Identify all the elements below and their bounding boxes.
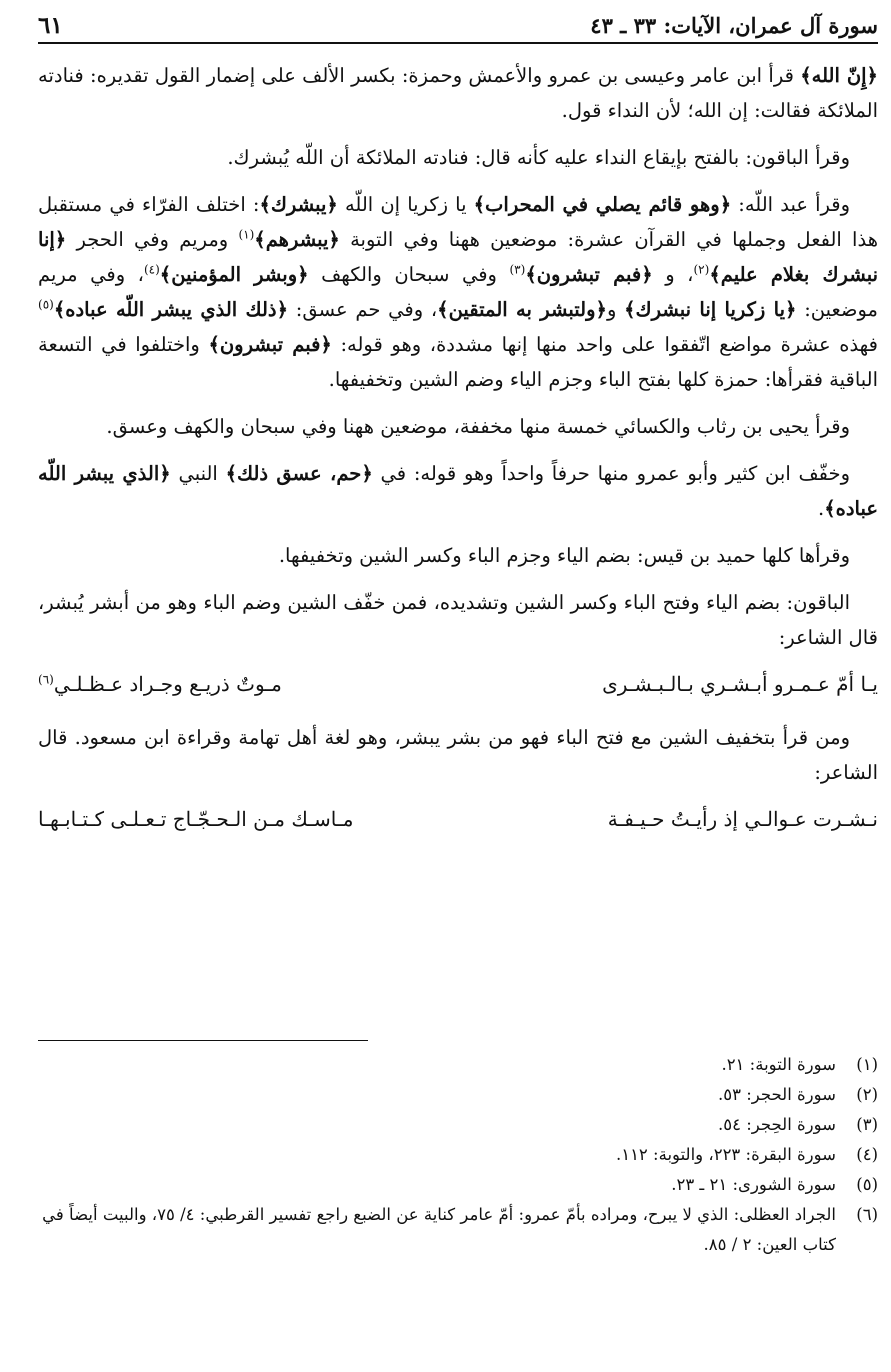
text-run: ، وفي مريم موضعين:	[38, 263, 878, 321]
footnote-number: (٢)	[856, 1085, 878, 1104]
quran-quote: ﴿يا زكريا إنا نبشرك﴾	[624, 298, 797, 321]
quran-quote: ﴿إنا نبشرك بغلام عليم﴾	[38, 228, 879, 286]
hemistich-text: مـوتٌ ذريـع وجـراد عـظـلـي	[53, 672, 282, 696]
verse-second-hemistich: مـاسـك مـن الـحـجّـاج تـعـلـى كـتـابـهـا	[38, 807, 354, 831]
paragraph-5	[38, 456, 878, 526]
text-run: وخفّف ابن كثير وأبو عمرو منها حرفاً واحداً وهو قوله: في	[372, 462, 850, 485]
footnote-ref: (٤)	[143, 262, 160, 277]
footnote-text: سورة التوبة: ٢١.	[721, 1055, 836, 1074]
footnote-ref: (١)	[238, 227, 255, 242]
footnote	[38, 1050, 878, 1080]
footnote-text: الجراد العظلى: الذي لا يبرح، ومراده بأمّ عمرو: أمّ عامر كناية عن الضبع راجع تفسير القرطبي: ٤/ ٧٥، والبيت أيضاً في كتاب العين: ٢ / ٨٥.	[42, 1205, 836, 1254]
text-run: ومريم وفي الحجر	[66, 228, 239, 251]
verse-first-hemistich: يـا أمّ عـمـرو أبـشـري بـالـبـشـرى	[602, 672, 878, 696]
footnote-ref: (٣)	[509, 262, 526, 277]
footnote-text: سورة الحجر: ٥٣.	[717, 1085, 836, 1104]
text-run: يا زكريا إن اللّه	[337, 193, 474, 216]
paragraph-2: وقرأ الباقون: بالفتح بإيقاع النداء عليه كأنه قال: فنادته الملائكة أن اللّه يُبشرك.	[227, 146, 850, 169]
quran-quote: ﴿ولتبشر به المتقين﴾	[437, 298, 607, 321]
quran-quote: ﴿يبشرهم﴾	[254, 228, 340, 251]
running-title: سورة آل عمران، الآيات: ٣٣ ـ ٤٣	[590, 12, 878, 38]
quran-quote: ﴿ذلك الذي يبشر اللّه عباده﴾	[53, 298, 289, 321]
text-run: و	[606, 298, 625, 321]
quran-quote: ﴿إِنّ الله﴾	[800, 64, 878, 87]
verse-second-hemistich	[38, 667, 282, 702]
verse-first-hemistich: نـشـرت عـوالـي إذ رأيـتُ حـيـفـة	[607, 807, 878, 831]
paragraph-8: ومن قرأ بتخفيف الشين مع فتح الباء فهو من بشر يبشر، وهو لغة أهل تهامة وقراءة ابن مسعود. قال الشاعر:	[38, 726, 878, 784]
footnote-ref: (٦)	[38, 672, 54, 687]
footnote-text: سورة الحِجر: ٥٤.	[717, 1115, 836, 1134]
document-page	[38, 0, 878, 1372]
page-header	[38, 8, 878, 44]
footnote-number: (٤)	[856, 1145, 878, 1164]
footnote-number: (٣)	[856, 1115, 878, 1134]
footnote-number: (١)	[856, 1055, 878, 1074]
quran-quote: ﴿وبشر المؤمنين﴾	[159, 263, 309, 286]
poetry-verse-1	[38, 667, 878, 702]
footnote-ref: (٢)	[693, 262, 710, 277]
quran-quote: ﴿فبم تبشرون﴾	[525, 263, 653, 286]
quran-quote: ﴿فبم تبشرون﴾	[208, 333, 332, 356]
text-run: : اختلف الفرّاء في مستقبل هذا الفعل وجملها في القرآن عشرة: موضعين ههنا وفي التوبة	[38, 193, 878, 251]
quran-quote: ﴿يبشرك﴾	[259, 193, 338, 216]
footnote-number: (٦)	[856, 1205, 878, 1224]
text-run: النبي	[170, 462, 226, 485]
text-run: وقرأ عبد اللّه:	[731, 193, 851, 216]
paragraph-6: وقرأها كلها حميد بن قيس: بضم الياء وجزم الباء وكسر الشين وتخفيفها.	[278, 544, 850, 567]
quran-quote: ﴿حم، عسق ذلك﴾	[225, 462, 373, 485]
paragraph-7: الباقون: بضم الياء وفتح الباء وكسر الشين وتشديده، فمن خفّف الشين وضم الباء وهو من أبشر يُبشر، قال الشاعر:	[38, 591, 878, 649]
poetry-verse-2	[38, 802, 878, 837]
footnote	[38, 1080, 878, 1110]
footnote	[38, 1200, 878, 1260]
text-run: وفي سبحان والكهف	[308, 263, 510, 286]
paragraph-text: قرأ ابن عامر وعيسى بن عمرو والأعمش وحمزة: بكسر الألف على إضمار القول تقديره: فنادته الملائكة فقالت: إن الله؛ لأن النداء قول.	[38, 64, 878, 122]
footnote-number: (٥)	[856, 1175, 878, 1194]
text-run: ، وفي حم عسق:	[288, 298, 438, 321]
quran-quote: ﴿الذي يبشر اللّه عباده﴾	[38, 462, 878, 520]
text-run: ، و	[652, 263, 694, 286]
text-run: .	[818, 497, 825, 520]
footnotes	[38, 1050, 878, 1260]
footnote	[38, 1140, 878, 1170]
footnote	[38, 1110, 878, 1140]
footnote-text: سورة الشورى: ٢١ ـ ٢٣.	[671, 1175, 836, 1194]
footnote	[38, 1170, 878, 1200]
page-number: ٦١	[38, 11, 63, 39]
footnote-ref: (٥)	[38, 297, 54, 312]
main-text	[38, 58, 878, 855]
paragraph-4: وقرأ يحيى بن رثاب والكسائي خمسة منها مخففة، موضعين ههنا وفي سبحان والكهف وعسق.	[106, 415, 850, 438]
text-run: واختلفوا في التسعة الباقية فقرأها: حمزة كلها بفتح الباء وجزم الياء وضم الشين وتخفيفها.	[38, 333, 878, 391]
footnote-divider	[38, 1040, 368, 1041]
text-run: فهذه عشرة مواضع اتّفقوا على واحد منها إنها مشددة، وهو قوله:	[331, 333, 878, 356]
paragraph-1	[38, 58, 878, 128]
paragraph-3	[38, 187, 878, 397]
quran-quote: ﴿وهو قائم يصلي في المحراب﴾	[473, 193, 732, 216]
footnote-text: سورة البقرة: ٢٢٣، والتوبة: ١١٢.	[615, 1145, 836, 1164]
